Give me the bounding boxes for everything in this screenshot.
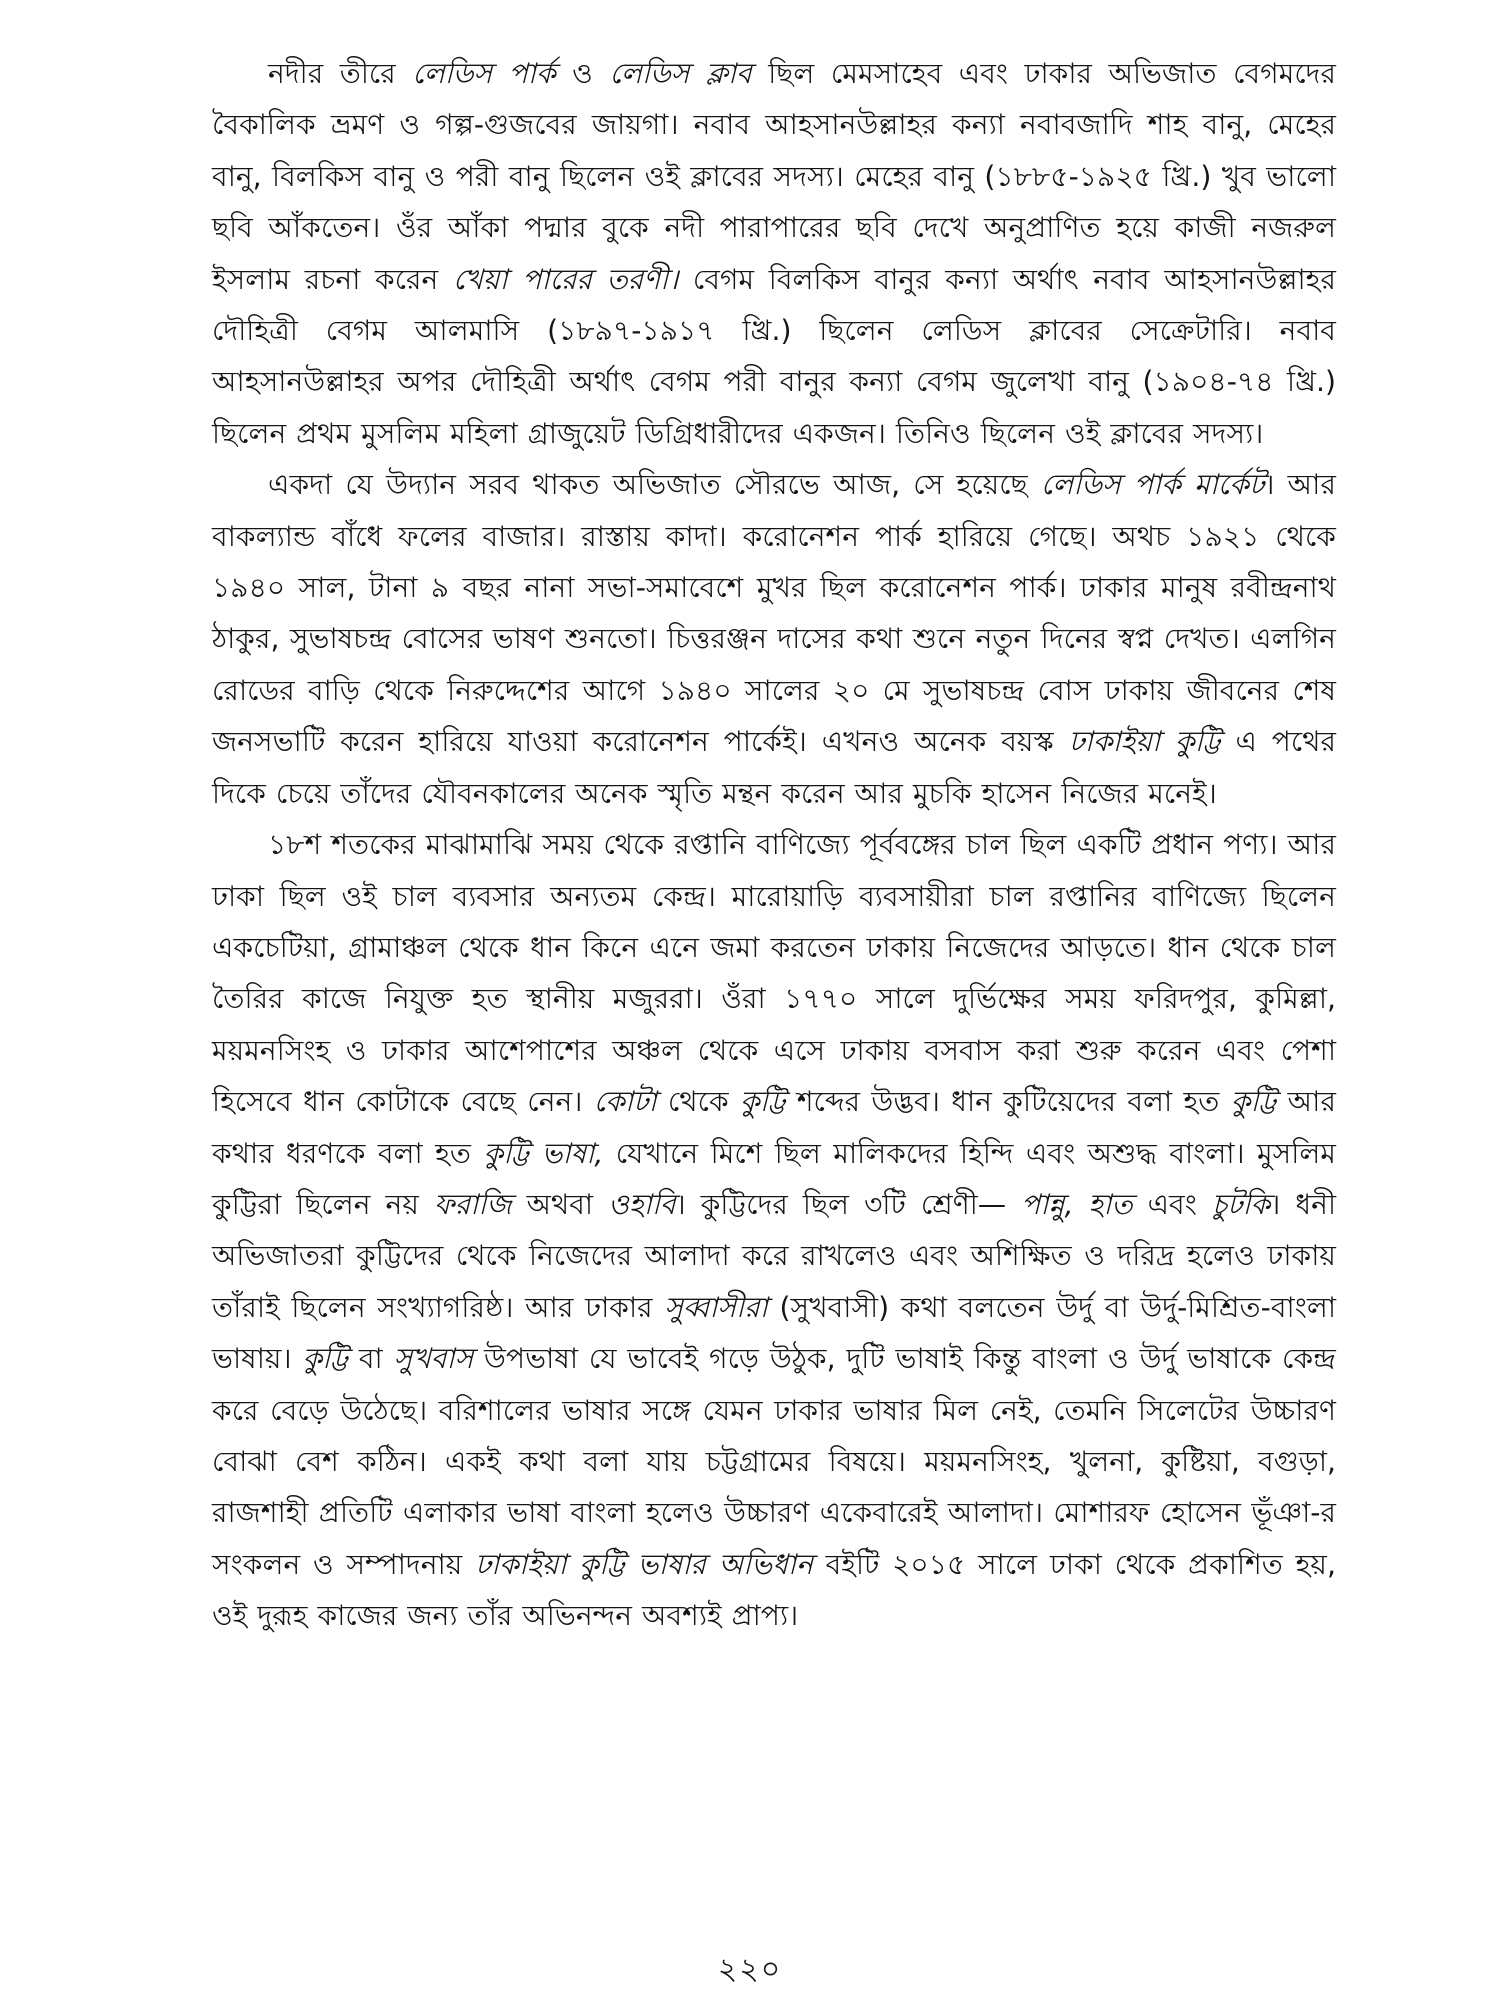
page-number: ২২০ bbox=[717, 1952, 783, 1987]
italic-term: পান্নু, হাত bbox=[1021, 1187, 1133, 1221]
text-segment: । আর বাকল্যান্ড বাঁধে ফলের বাজার। রাস্তায় কাদা। করোনেশন পার্ক হারিয়ে গেছে। অথচ ১৯২১ থেকে ১৯৪০ সাল, টানা ৯ বছর নানা সভা-সমাবেশে মুখর ছিল করোনেশন পার্ক। ঢাকার মানুষ রবীন্দ্রনাথ ঠাকুর, সুভাষচন্দ্র বোসের ভাষণ শুনতো। চিত্তরঞ্জন দাসের কথা শুনে নতুন দিনের স্বপ্ন দেখত। এলগিন রোডের বাড়ি থেকে নিরুদ্দেশের আগে ১৯৪০ সালের ২০ মে সুভাষচন্দ্র বোস ঢাকায় জীবনের শেষ জনসভাটি করেন হারিয়ে যাওয়া করোনেশন পার্কেই। এখনও অনেক বয়স্ক bbox=[212, 468, 1336, 759]
italic-term: লেডিস ক্লাব bbox=[609, 57, 752, 90]
italic-title: খেয়া পারের তরণী। bbox=[452, 262, 679, 296]
paragraph-coronation-park bbox=[212, 459, 1336, 819]
text-segment: ও bbox=[555, 57, 610, 90]
text-segment: বা bbox=[348, 1342, 394, 1376]
text-segment: একদা যে উদ্যান সরব থাকত অভিজাত সৌরভে আজ, সে হয়েছে bbox=[268, 468, 1041, 502]
text-segment: এ পথের দিকে চেয়ে তাঁদের যৌবনকালের অনেক স্মৃতি মন্থন করেন আর মুচকি হাসেন নিজের মনেই। bbox=[212, 725, 1336, 810]
text-segment: বইটি ২০১৫ সালে ঢাকা থেকে প্রকাশিত হয়, ওই দুরূহ কাজের জন্য তাঁর অভিনন্দন অবশ্যই প্রাপ্য। bbox=[212, 1547, 1336, 1633]
italic-term: সুখবাস bbox=[393, 1342, 474, 1376]
italic-term: কুট্টি ভাষা, bbox=[483, 1136, 604, 1170]
paragraph-kutti-language bbox=[212, 819, 1336, 1642]
italic-term: সুব্বাসীরা bbox=[664, 1290, 768, 1324]
italic-term: কুট্টি bbox=[739, 1085, 786, 1119]
italic-term: কোটা bbox=[593, 1085, 657, 1119]
text-segment: বেগম বিলকিস বানুর কন্যা অর্থাৎ নবাব আহসানউল্লাহর দৌহিত্রী বেগম আলমাসি (১৮৯৭-১৯১৭ খ্রি.) ছিলেন লেডিস ক্লাবের সেক্রেটারি। নবাব আহসানউল্লাহর অপর দৌহিত্রী অর্থাৎ বেগম পরী বানুর কন্যা বেগম জুলেখা বানু (১৯০৪-৭৪ খ্রি.) ছিলেন প্রথম মুসলিম মহিলা গ্রাজুয়েট ডিগ্রিধারীদের একজন। তিনিও ছিলেন ওই ক্লাবের সদস্য। bbox=[212, 262, 1336, 450]
page-body bbox=[212, 48, 1336, 1928]
italic-term: ওহাবি bbox=[608, 1187, 676, 1221]
text-segment: শব্দের উদ্ভব। ধান কুটিয়েদের বলা হত bbox=[785, 1085, 1231, 1119]
text-segment: ১৮শ শতকের মাঝামাঝি সময় থেকে রপ্তানি বাণিজ্যে পূর্ববঙ্গের চাল ছিল একটি প্রধান পণ্য। আর ঢাকা ছিল ওই চাল ব্যবসার অন্যতম কেন্দ্র। মারোয়াড়ি ব্যবসায়ীরা চাল রপ্তানির বাণিজ্যে ছিলেন একচেটিয়া, গ্রামাঞ্চল থেকে ধান কিনে এনে জমা করতেন ঢাকায় নিজেদের আড়তে। ধান থেকে চাল তৈরির কাজে নিযুক্ত হত স্থানীয় মজুররা। ওঁরা ১৭৭০ সালে দুর্ভিক্ষের সময় ফরিদপুর, কুমিল্লা, ময়মনসিংহ ও ঢাকার আশেপাশের অঞ্চল থেকে এসে ঢাকায় বসবাস করা শুরু করেন এবং পেশা হিসেবে ধান কোটাকে বেছে নেন। bbox=[212, 828, 1336, 1119]
italic-term: চুটকি bbox=[1211, 1187, 1271, 1221]
text-segment: আর কথার ধরণকে বলা হত bbox=[212, 1085, 1336, 1170]
text-segment: নদীর তীরে bbox=[268, 57, 413, 90]
text-segment: উপভাষা যে ভাবেই গড়ে উঠুক, দুটি ভাষাই কিন্তু বাংলা ও উর্দু ভাষাকে কেন্দ্র করে বেড়ে উঠেছে। বরিশালের ভাষার সঙ্গে যেমন ঢাকার ভাষার মিল নেই, তেমনি সিলেটের উচ্চারণ বোঝা বেশ কঠিন। একই কথা বলা যায় চট্টগ্রামের বিষয়ে। ময়মনসিংহ, খুলনা, কুষ্টিয়া, বগুড়া, রাজশাহী প্রতিটি এলাকার ভাষা বাংলা হলেও উচ্চারণ একেবারেই আলাদা। মোশারফ হোসেন ভূঁঞা-র সংকলন ও সম্পাদনায় bbox=[212, 1342, 1336, 1581]
text-segment: (সুখবাসী) কথা বলতেন উর্দু বা উর্দু-মিশ্রিত-বাংলা ভাষায়। bbox=[212, 1290, 1336, 1376]
italic-term: ফরাজি bbox=[434, 1187, 512, 1221]
text-segment: এবং bbox=[1132, 1187, 1212, 1221]
italic-term: কুট্টি bbox=[302, 1342, 348, 1376]
italic-term: কুট্টি bbox=[1230, 1085, 1277, 1119]
text-segment: যেখানে মিশে ছিল মালিকদের হিন্দি এবং অশুদ্ধ বাংলা। মুসলিম কুট্টিরা ছিলেন নয় bbox=[212, 1136, 1337, 1221]
italic-term: ঢাকাইয়া কুট্টি ভাষার অভিধান bbox=[475, 1547, 813, 1581]
text-segment: অথবা bbox=[511, 1187, 609, 1221]
text-segment: ছিল মেমসাহেব এবং ঢাকার অভিজাত বেগমদের বৈকালিক ভ্রমণ ও গল্প-গুজবের জায়গা। নবাব আহসানউল্লাহর কন্যা নবাবজাদি শাহ বানু, মেহের বানু, বিলকিস বানু ও পরী বানু ছিলেন ওই ক্লাবের সদস্য। মেহের বানু (১৮৮৫-১৯২৫ খ্রি.) খুব ভালো ছবি আঁকতেন। ওঁর আঁকা পদ্মার বুকে নদী পারাপারের ছবি দেখে অনুপ্রাণিত হয়ে কাজী নজরুল ইসলাম রচনা করেন bbox=[212, 57, 1336, 296]
text-segment: থেকে bbox=[656, 1085, 740, 1119]
paragraph-ladies-club bbox=[212, 48, 1336, 459]
text-segment: । কুট্টিদের ছিল ৩টি শ্রেণী— bbox=[675, 1187, 1022, 1221]
italic-term: লেডিস পার্ক মার্কেট bbox=[1040, 468, 1265, 502]
text-segment: । ধনী অভিজাতরা কুট্টিদের থেকে নিজেদের আলাদা করে রাখলেও এবং অশিক্ষিত ও দরিদ্র হলেও ঢাকায় তাঁরাই ছিলেন সংখ্যাগরিষ্ঠ। আর ঢাকার bbox=[212, 1187, 1337, 1324]
italic-term: ঢাকাইয়া কুট্টি bbox=[1068, 725, 1221, 759]
italic-term: লেডিস পার্ক bbox=[412, 57, 556, 90]
